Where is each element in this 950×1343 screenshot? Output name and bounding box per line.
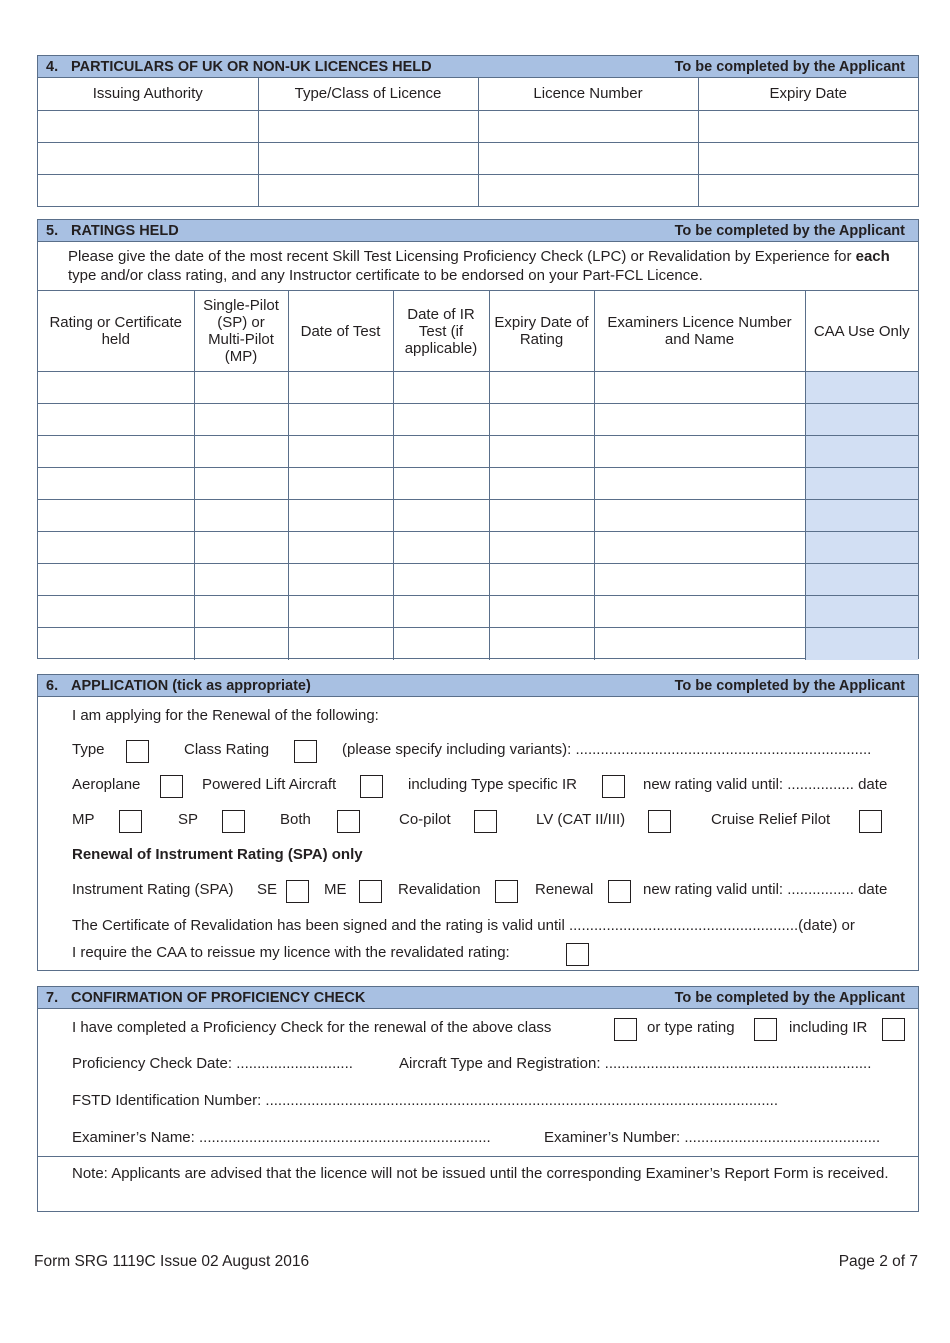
licence-cell[interactable] — [698, 110, 918, 142]
valid-until-field[interactable]: new rating valid until: ................ date — [643, 776, 888, 793]
licence-cell[interactable] — [478, 110, 698, 142]
section-6-application — [37, 674, 919, 971]
rating-cell[interactable] — [194, 436, 288, 468]
rating-cell[interactable] — [489, 596, 594, 628]
rating-cell[interactable] — [489, 404, 594, 436]
powered-lift-checkbox[interactable] — [360, 775, 383, 798]
rating-cell[interactable] — [288, 532, 393, 564]
rating-cell[interactable] — [594, 404, 805, 436]
licences-table — [38, 78, 918, 206]
note-text: Note: Applicants are advised that the licence will not be issued until the corresponding Examiner’s Report Form is received. — [72, 1165, 889, 1182]
type-ir-label: including Type specific IR — [408, 776, 577, 793]
col-expiry-date: Expiry Date — [698, 78, 918, 110]
rating-cell[interactable] — [38, 468, 194, 500]
section-7-header — [38, 987, 918, 1009]
section-7-number: 7. — [46, 989, 59, 1006]
rating-cell[interactable] — [288, 468, 393, 500]
note-divider — [38, 1156, 918, 1157]
instruction-text-1: Please give the date of the most recent Skill Test Licensing Proficiency Check (LPC) or Revalidation by Experience for — [68, 248, 852, 265]
ir-heading: Renewal of Instrument Rating (SPA) only — [72, 846, 363, 863]
completed-label: I have completed a Proficiency Check for the renewal of the above class — [72, 1019, 552, 1036]
rating-cell[interactable] — [38, 596, 194, 628]
col-caa-use: CAA Use Only — [805, 291, 918, 372]
examiner-number-field[interactable]: Examiner’s Number: ............................................... — [544, 1129, 881, 1146]
mp-checkbox[interactable] — [119, 810, 142, 833]
rating-cell[interactable] — [194, 564, 288, 596]
section-6-applicant-note: To be completed by the Applicant — [674, 677, 905, 694]
rating-cell[interactable] — [194, 628, 288, 660]
rating-cell[interactable] — [194, 372, 288, 404]
aeroplane-label: Aeroplane — [72, 776, 141, 793]
caa-cell — [805, 436, 918, 468]
col-licence-number: Licence Number — [478, 78, 698, 110]
rating-cell[interactable] — [489, 436, 594, 468]
section-5-header — [38, 220, 918, 242]
aeroplane-checkbox[interactable] — [160, 775, 183, 798]
rating-cell[interactable] — [489, 468, 594, 500]
me-checkbox[interactable] — [359, 880, 382, 903]
caa-cell — [805, 628, 918, 660]
rating-cell[interactable] — [288, 564, 393, 596]
certificate-text[interactable]: The Certificate of Revalidation has been signed and the rating is valid until .......................................................(date) or — [72, 917, 855, 934]
rating-cell[interactable] — [489, 500, 594, 532]
rating-cell[interactable] — [194, 500, 288, 532]
rating-cell[interactable] — [393, 564, 489, 596]
powered-lift-label: Powered Lift Aircraft — [202, 776, 337, 793]
me-label: ME — [324, 881, 347, 898]
section-4-title: PARTICULARS OF UK OR NON-UK LICENCES HELD — [71, 58, 432, 75]
rating-cell[interactable] — [38, 564, 194, 596]
application-intro: I am applying for the Renewal of the following: — [72, 707, 379, 724]
col-rating: Rating or Certificate held — [38, 291, 194, 372]
rating-cell[interactable] — [594, 372, 805, 404]
rating-cell[interactable] — [393, 436, 489, 468]
rating-cell[interactable] — [288, 500, 393, 532]
cruise-label: Cruise Relief Pilot — [711, 811, 831, 828]
licence-cell[interactable] — [38, 174, 258, 206]
class-rating-label: Class Rating — [184, 741, 270, 758]
section-7-applicant-note: To be completed by the Applicant — [674, 989, 905, 1006]
section-7-proficiency-check — [37, 986, 919, 1212]
renewal-label: Renewal — [535, 881, 594, 898]
rating-cell[interactable] — [288, 372, 393, 404]
section-7-title: CONFIRMATION OF PROFICIENCY CHECK — [71, 989, 366, 1006]
sp-label: SP — [178, 811, 199, 828]
type-rating-checkbox[interactable] — [754, 1018, 777, 1041]
rating-cell[interactable] — [594, 500, 805, 532]
rating-cell[interactable] — [194, 532, 288, 564]
type-ir-checkbox[interactable] — [602, 775, 625, 798]
section-5-number: 5. — [46, 222, 59, 239]
col-date-test: Date of Test — [288, 291, 393, 372]
rating-cell[interactable] — [594, 596, 805, 628]
rating-cell[interactable] — [393, 596, 489, 628]
col-examiner: Examiners Licence Number and Name — [594, 291, 805, 372]
licence-cell[interactable] — [258, 110, 478, 142]
caa-cell — [805, 596, 918, 628]
examiner-name-field[interactable]: Examiner’s Name: ...................................................................... — [72, 1129, 491, 1146]
type-checkbox[interactable] — [126, 740, 149, 763]
instruction-text-2: type and/or class rating, and any Instructor certificate to be endorsed on your Part-FCL Licence. — [68, 267, 703, 284]
rating-cell[interactable] — [194, 596, 288, 628]
rating-cell[interactable] — [594, 468, 805, 500]
ir-label: Instrument Rating (SPA) — [72, 881, 234, 898]
section-5-ratings-held — [37, 219, 919, 659]
rating-cell[interactable] — [288, 596, 393, 628]
section-4-licences-held — [37, 55, 919, 207]
section-5-title: RATINGS HELD — [71, 222, 179, 239]
incl-ir-checkbox[interactable] — [882, 1018, 905, 1041]
class-rating-checkbox[interactable] — [294, 740, 317, 763]
rating-cell[interactable] — [393, 404, 489, 436]
page-number: Page 2 of 7 — [838, 1253, 918, 1270]
cruise-checkbox[interactable] — [859, 810, 882, 833]
col-issuing-authority: Issuing Authority — [38, 78, 258, 110]
class-checkbox[interactable] — [614, 1018, 637, 1041]
both-checkbox[interactable] — [337, 810, 360, 833]
ir-valid-until-field[interactable]: new rating valid until: ................ date — [643, 881, 888, 898]
incl-ir-label: including IR — [789, 1019, 868, 1036]
rating-cell[interactable] — [38, 532, 194, 564]
instruction-bold: each — [855, 248, 890, 265]
fstd-field[interactable]: FSTD Identification Number: ........................................................................................................................... — [72, 1092, 779, 1109]
licence-cell[interactable] — [258, 142, 478, 174]
or-type-label: or type rating — [647, 1019, 735, 1036]
section-4-header — [38, 56, 918, 78]
form-reference: Form SRG 1119C Issue 02 August 2016 — [34, 1253, 310, 1270]
rating-cell[interactable] — [194, 404, 288, 436]
rating-cell[interactable] — [288, 628, 393, 660]
section-5-applicant-note: To be completed by the Applicant — [674, 222, 905, 239]
renewal-checkbox[interactable] — [608, 880, 631, 903]
rating-cell[interactable] — [489, 532, 594, 564]
licence-cell[interactable] — [258, 174, 478, 206]
col-sp-mp: Single-Pilot (SP) or Multi-Pilot (MP) — [194, 291, 288, 372]
rating-cell[interactable] — [489, 628, 594, 660]
caa-cell — [805, 468, 918, 500]
copilot-checkbox[interactable] — [474, 810, 497, 833]
section-4-applicant-note: To be completed by the Applicant — [674, 58, 905, 75]
revalidation-checkbox[interactable] — [495, 880, 518, 903]
rating-cell[interactable] — [38, 372, 194, 404]
copilot-label: Co-pilot — [399, 811, 451, 828]
licence-cell[interactable] — [698, 174, 918, 206]
caa-cell — [805, 372, 918, 404]
rating-cell[interactable] — [393, 532, 489, 564]
section-6-header — [38, 675, 918, 697]
rating-cell[interactable] — [393, 372, 489, 404]
rating-cell[interactable] — [38, 500, 194, 532]
rating-cell[interactable] — [194, 468, 288, 500]
lv-checkbox[interactable] — [648, 810, 671, 833]
licence-cell[interactable] — [38, 110, 258, 142]
rating-cell[interactable] — [489, 564, 594, 596]
lv-label: LV (CAT II/III) — [536, 811, 626, 828]
aircraft-field[interactable]: Aircraft Type and Registration: ................................................................ — [399, 1055, 872, 1072]
rating-cell[interactable] — [393, 628, 489, 660]
se-checkbox[interactable] — [286, 880, 309, 903]
rating-cell[interactable] — [594, 564, 805, 596]
rating-cell[interactable] — [393, 500, 489, 532]
rating-cell[interactable] — [489, 372, 594, 404]
ratings-table — [38, 290, 918, 660]
col-expiry-rating: Expiry Date of Rating — [489, 291, 594, 372]
section-4-number: 4. — [46, 58, 59, 75]
reissue-checkbox[interactable] — [566, 943, 589, 966]
licence-cell[interactable] — [478, 142, 698, 174]
mp-label: MP — [72, 811, 95, 828]
sp-checkbox[interactable] — [222, 810, 245, 833]
se-label: SE — [257, 881, 278, 898]
reissue-label: I require the CAA to reissue my licence with the revalidated rating: — [72, 944, 510, 961]
rating-cell[interactable] — [38, 436, 194, 468]
licence-cell[interactable] — [478, 174, 698, 206]
rating-cell[interactable] — [38, 628, 194, 660]
revalidation-label: Revalidation — [398, 881, 481, 898]
type-label: Type — [72, 741, 105, 758]
rating-cell[interactable] — [393, 468, 489, 500]
section-6-number: 6. — [46, 677, 59, 694]
specify-variants[interactable]: (please specify including variants): ....................................................................... — [342, 741, 872, 758]
section-6-title: APPLICATION (tick as appropriate) — [71, 677, 311, 694]
rating-cell[interactable] — [288, 436, 393, 468]
licence-cell[interactable] — [698, 142, 918, 174]
pc-date-field[interactable]: Proficiency Check Date: ............................ — [72, 1055, 353, 1072]
ratings-instruction — [68, 247, 898, 285]
rating-cell[interactable] — [38, 404, 194, 436]
col-date-ir: Date of IR Test (if applicable) — [393, 291, 489, 372]
rating-cell[interactable] — [594, 628, 805, 660]
caa-cell — [805, 564, 918, 596]
rating-cell[interactable] — [594, 436, 805, 468]
caa-cell — [805, 404, 918, 436]
rating-cell[interactable] — [288, 404, 393, 436]
caa-cell — [805, 532, 918, 564]
col-type-class: Type/Class of Licence — [258, 78, 478, 110]
caa-cell — [805, 500, 918, 532]
licence-cell[interactable] — [38, 142, 258, 174]
both-label: Both — [280, 811, 311, 828]
rating-cell[interactable] — [594, 532, 805, 564]
